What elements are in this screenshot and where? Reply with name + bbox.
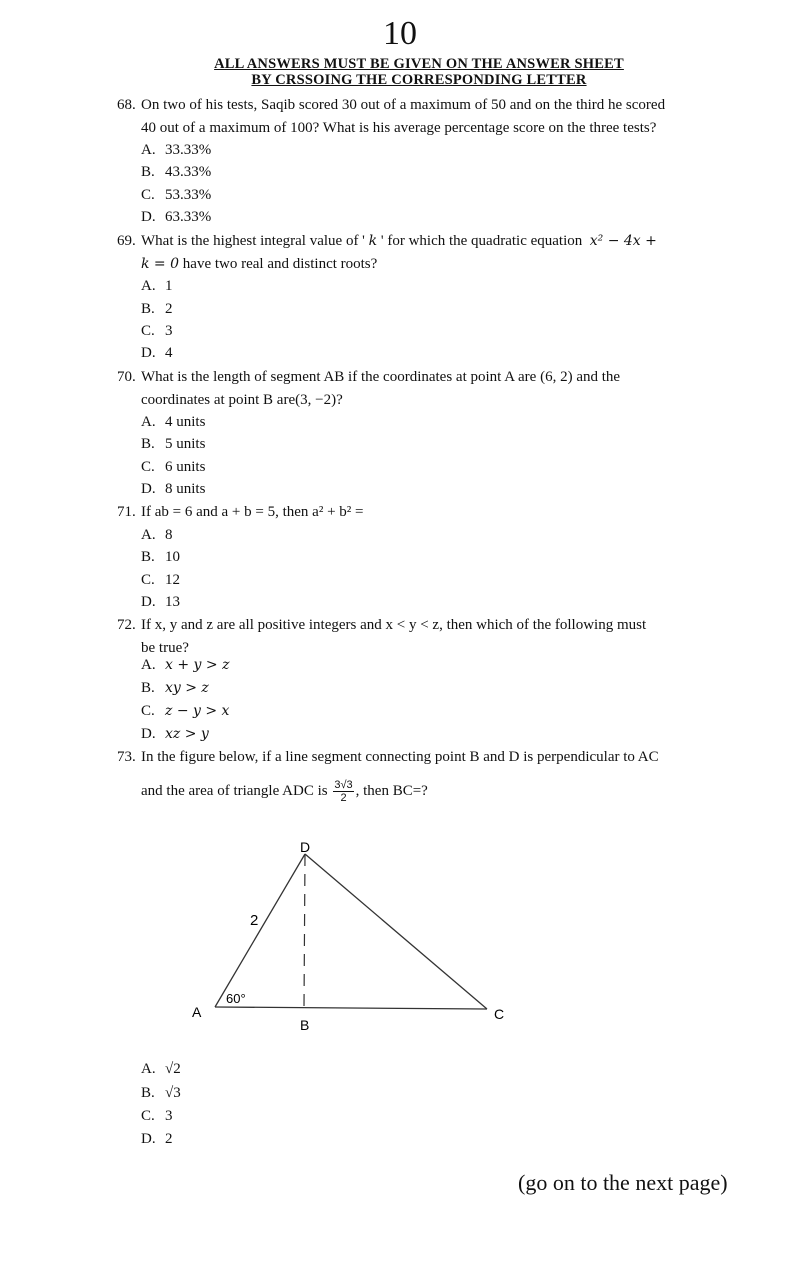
question-71 [117, 501, 737, 524]
instructions-header-line-2: BY CRSSOING THE CORRESPONDING LETTER [251, 72, 587, 88]
option-b: B. 43.33% [141, 164, 212, 180]
option-d: D. 63.33% [141, 209, 212, 225]
question-number: 73. [117, 749, 136, 765]
label-a: A [192, 1004, 202, 1020]
page-number: 10 [383, 15, 417, 52]
altitude-bd [304, 854, 305, 1007]
triangle-figure [180, 832, 540, 1042]
question-text-line-1: In the figure below, if a line segment connecting point B and D is perpendicular to AC [141, 749, 659, 765]
question-70 [117, 366, 737, 411]
option-a: A. 1 [141, 278, 173, 294]
angle-label: 60° [226, 991, 246, 1006]
label-c: C [494, 1006, 505, 1022]
instructions-header-line-1: ALL ANSWERS MUST BE GIVEN ON THE ANSWER SHEET [214, 56, 624, 72]
question-text: If ab = 6 and a + b = 5, then a² + b² = [141, 504, 364, 520]
question-69 [117, 230, 737, 275]
side-ad [215, 854, 305, 1007]
option-d: D. 4 [141, 345, 173, 361]
option-c: C. 3 [141, 1108, 173, 1124]
option-c: C. z − y > x [141, 703, 230, 719]
option-c: C. 53.33% [141, 187, 212, 203]
option-d: D. 13 [141, 594, 180, 610]
option-a: A. x + y > z [141, 657, 230, 673]
side-ac [215, 1007, 487, 1009]
question-number: 70. [117, 369, 136, 385]
option-b: B. 2 [141, 301, 173, 317]
option-a: A. 4 units [141, 414, 206, 430]
option-a: A. 8 [141, 527, 173, 543]
option-d: D. 2 [141, 1131, 173, 1147]
question-text-line-1: If x, y and z are all positive integers and x < y < z, then which of the following must [141, 617, 647, 633]
next-page-note: (go on to the next page) [518, 1170, 728, 1195]
question-number: 68. [117, 97, 136, 113]
option-c: C. 3 [141, 323, 173, 339]
question-text-line-1: On two of his tests, Saqib scored 30 out of a maximum of 50 and on the third he scored [141, 97, 666, 113]
question-number: 71. [117, 504, 136, 520]
area-fraction: $\frac{3√3}{2}$ [334, 778, 353, 804]
question-text-line-2: 40 out of a maximum of 100? What is his average percentage score on the three tests? [141, 119, 657, 136]
option-a: A. √2 [141, 1061, 181, 1077]
label-d: D [300, 839, 311, 855]
option-b: B. xy > z [141, 680, 209, 696]
question-text-line-2: coordinates at point B are(3, −2)? [141, 391, 343, 408]
option-c: C. 6 units [141, 459, 206, 475]
option-b: B. √3 [141, 1085, 181, 1101]
question-number: 69. [117, 233, 136, 249]
side-length-label: 2 [250, 912, 259, 929]
triangle-diagram [180, 832, 540, 1042]
question-text-line-1: What is the highest integral value of ' k ' for which the quadratic equation x² − 4x + [141, 233, 657, 249]
option-c: C. 12 [141, 572, 180, 588]
option-d: D. xz > y [141, 726, 209, 742]
question-text-line-2: k = 0 have two real and distinct roots? [141, 255, 378, 272]
question-73 [117, 746, 737, 804]
side-dc [305, 854, 487, 1009]
question-text-line-1: What is the length of segment AB if the coordinates at point A are (6, 2) and the [141, 369, 621, 385]
option-d: D. 8 units [141, 481, 206, 497]
question-text-line-2: and the area of triangle ADC is $\frac{3√3}{2}$ , then BC=? [141, 778, 428, 804]
question-number: 72. [117, 617, 136, 633]
option-a: A. 33.33% [141, 142, 212, 158]
label-b: B [300, 1017, 310, 1033]
question-68 [117, 94, 737, 139]
option-b: B. 10 [141, 549, 180, 565]
question-text-line-2: be true? [141, 639, 189, 656]
question-72 [117, 614, 737, 659]
option-b: B. 5 units [141, 436, 206, 452]
